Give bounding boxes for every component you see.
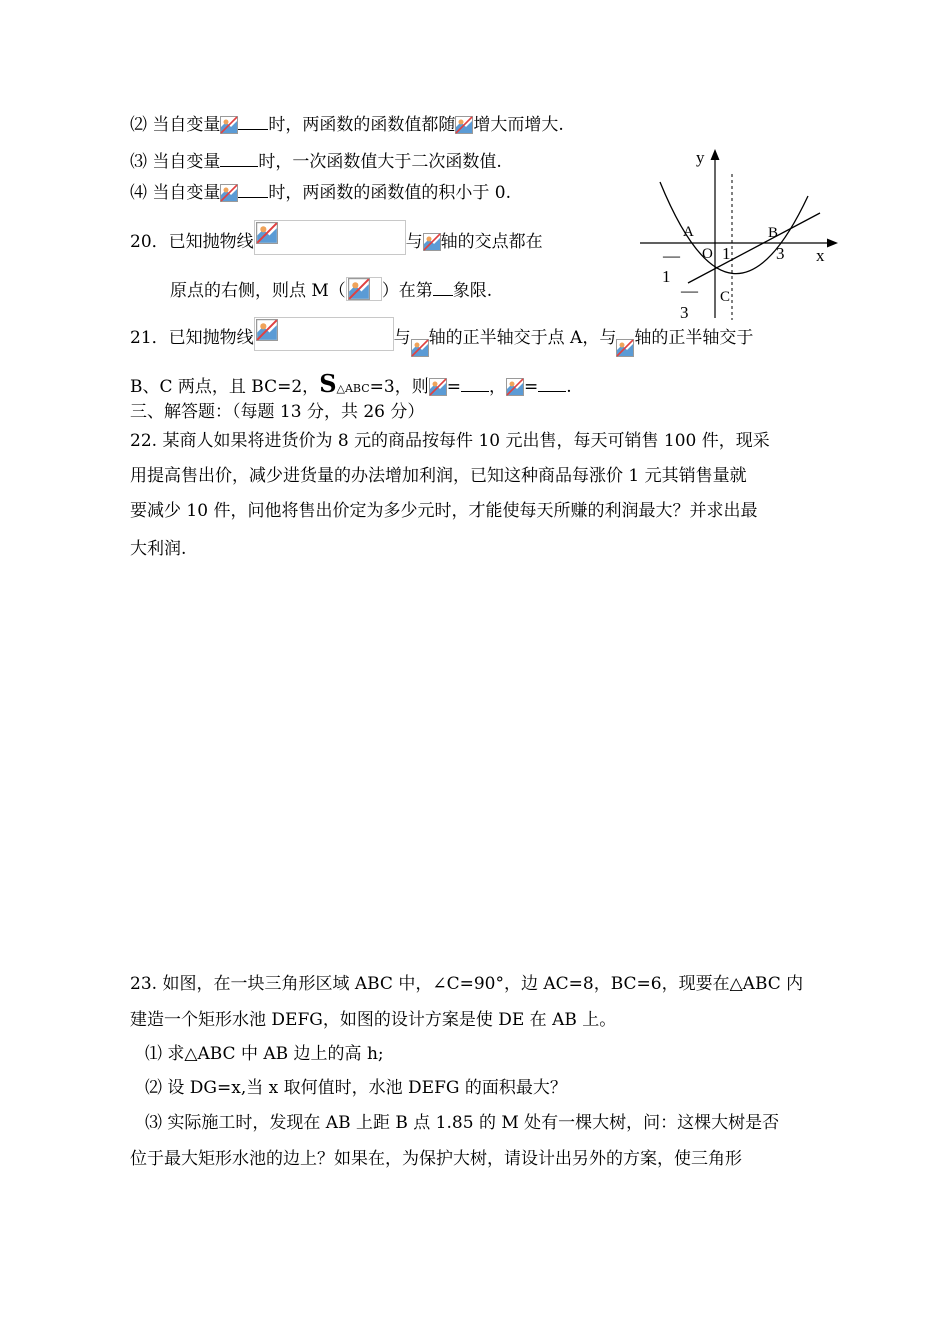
q23-line: 23. 如图，在一块三角形区域 ABC 中，∠C=90°，边 AC=8，BC=6，现要在△ABC 内 [130, 974, 804, 994]
q20-line1: 20．已知抛物线 与 轴的交点都在 [130, 220, 543, 255]
point-c-label: C [720, 289, 731, 305]
q19-part3: ⑶ 当自变量 时，一次函数值大于二次函数值. [130, 149, 502, 173]
y-axis-arrow [711, 149, 720, 160]
formula-image-icon [429, 378, 447, 396]
answer-blank[interactable] [238, 112, 268, 130]
q22-line: 大利润. [130, 539, 187, 559]
q21-line1: 21．已知抛物线 与 轴的正半轴交于点 A，与 轴的正半轴交于 [130, 317, 753, 357]
q23-line: 建造一个矩形水池 DEFG，如图的设计方案是使 DE 在 AB 上。 [130, 1010, 617, 1030]
tick-neg1-label: 1 [662, 267, 671, 286]
formula-frame [254, 220, 406, 255]
formula-image-icon [455, 116, 473, 134]
point-b-label: B [768, 225, 779, 241]
parabola-line-graph [630, 140, 845, 325]
q23-line: ⑴ 求△ABC 中 AB 边上的高 h; [145, 1044, 384, 1064]
answer-blank[interactable] [538, 374, 566, 392]
formula-image-icon [411, 339, 429, 357]
q23-line: ⑵ 设 DG=x,当 x 取何值时，水池 DEFG 的面积最大？ [145, 1078, 567, 1098]
formula-frame [346, 277, 382, 301]
formula-image-icon [423, 233, 441, 251]
q20-line2: 原点的右侧，则点 M（ ）在第 象限. [170, 277, 492, 302]
formula-image-icon [220, 184, 238, 202]
tick-neg1-dash: — [663, 246, 680, 265]
formula-image-icon [506, 378, 524, 396]
formula-image-icon [256, 222, 278, 244]
x-axis-arrow [827, 239, 838, 248]
q19-part4: ⑷ 当自变量 时，两函数的函数值的积小于 0. [130, 180, 511, 204]
q22-line: 用提高售出价，减少进货量的办法增加利润，已知这种商品每涨价 1 元其销售量就 [130, 466, 747, 486]
tick-3-label: 3 [776, 244, 785, 263]
formula-image-icon [348, 278, 370, 300]
q21-line2: B、C 两点，且 BC=2，S△ABC=3，则 = ， = . [130, 369, 572, 398]
formula-image-icon [220, 116, 238, 134]
q23-line: ⑶ 实际施工时，发现在 AB 上距 B 点 1.85 的 M 处有一棵大树，问：这棵大树是否 [145, 1113, 780, 1133]
q23-line: 位于最大矩形水池的边上？如果在，为保护大树，请设计出另外的方案，使三角形 [130, 1149, 742, 1169]
formula-image-icon [616, 339, 634, 357]
tick-neg3-dash: — [681, 281, 698, 300]
q22-line: 要减少 10 件，问他将售出价定为多少元时，才能使每天所赚的利润最大？并求出最 [130, 501, 758, 521]
origin-label: O [702, 246, 713, 262]
answer-blank[interactable] [238, 180, 268, 198]
answer-blank[interactable] [433, 278, 453, 296]
point-a-label: A [683, 224, 694, 240]
q19-part2: ⑵ 当自变量 时，两函数的函数值都随 增大而增大. [130, 112, 564, 136]
answer-blank[interactable] [220, 149, 258, 167]
section-heading: 三、解答题：（每题 13 分，共 26 分） [130, 402, 425, 422]
q22-line: 22. 某商人如果将进货价为 8 元的商品按每件 10 元出售，每天可销售 100 件，现采 [130, 431, 770, 451]
formula-image-icon [256, 319, 278, 341]
formula-frame [254, 317, 394, 351]
tick-1-label: 1 [722, 244, 731, 263]
x-label: x [816, 246, 825, 265]
y-label: y [696, 148, 705, 167]
answer-blank[interactable] [461, 374, 489, 392]
tick-neg3-label: 3 [680, 303, 689, 322]
